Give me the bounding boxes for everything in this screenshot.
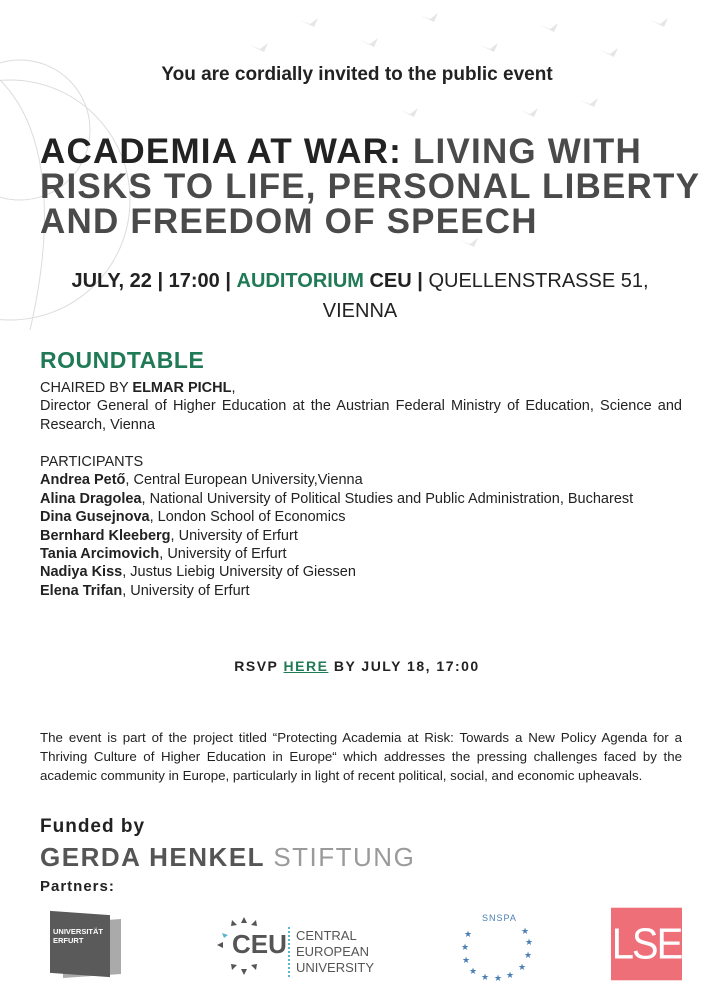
title-rest: LIVING WITH RISKS TO LIFE, PERSONAL LIBERTY AND FREEDOM OF SPEECH bbox=[40, 132, 700, 241]
chair-role: Director General of Higher Education at the Austrian Federal Ministry of Education, Science and Research, Vienna bbox=[40, 398, 682, 433]
erfurt-logo bbox=[47, 911, 125, 977]
participants-label: PARTICIPANTS bbox=[40, 454, 144, 470]
ceu-mark: CEU bbox=[232, 929, 287, 959]
participant-name: Elena Trifan bbox=[40, 582, 123, 599]
eu-stars-icon bbox=[460, 912, 538, 982]
participant-affiliation: , University of Erfurt bbox=[170, 527, 298, 544]
chair-block: CHAIRED BY ELMAR PICHL, Director General of Higher Education at the Austrian Federal Ministry of Education, Science and Research, Vienna bbox=[40, 380, 682, 433]
participant-item bbox=[40, 471, 682, 489]
erfurt-l2: ERFURT bbox=[53, 936, 84, 945]
participants-block bbox=[40, 453, 682, 600]
roundtable-heading: ROUNDTABLE bbox=[40, 347, 205, 373]
svg-text:★: ★ bbox=[505, 970, 515, 980]
address: QUELLENSTRASSE 51, VIENNA bbox=[322, 270, 649, 322]
snspa-logo bbox=[460, 912, 538, 982]
sep: | bbox=[225, 270, 231, 292]
svg-text:★: ★ bbox=[468, 966, 478, 976]
partners-label: Partners: bbox=[40, 878, 115, 895]
invitation-line: You are cordially invited to the public event bbox=[161, 64, 553, 85]
participant-affiliation: , National University of Political Studies and Public Administration, Bucharest bbox=[141, 490, 634, 507]
venue-ceu: CEU bbox=[369, 270, 412, 292]
svg-text:★: ★ bbox=[460, 942, 470, 952]
chaired-label: CHAIRED BY bbox=[40, 380, 133, 396]
funder-a: GERDA HENKEL bbox=[40, 842, 274, 872]
event-when-where bbox=[40, 266, 680, 326]
svg-text:★: ★ bbox=[523, 950, 533, 960]
gerda-henkel-logo bbox=[40, 842, 415, 873]
snspa-text: SNSPA bbox=[482, 913, 517, 923]
participant-name: Tania Arcimovich bbox=[40, 546, 160, 563]
rsvp-link[interactable]: HERE bbox=[283, 658, 329, 674]
rsvp-pre: RSVP bbox=[234, 658, 284, 674]
rsvp-line bbox=[0, 658, 714, 674]
funded-by-label: Funded by bbox=[40, 816, 146, 837]
participant-item bbox=[40, 508, 682, 526]
title-prefix: ACADEMIA AT WAR: bbox=[40, 132, 403, 171]
event-date: JULY, 22 bbox=[71, 270, 152, 292]
svg-text:★: ★ bbox=[493, 973, 503, 982]
ceu-l1: CENTRAL bbox=[296, 928, 357, 943]
participant-affiliation: , University of Erfurt bbox=[122, 582, 250, 599]
project-description: The event is part of the project titled “Protecting Academia at Risk: Towards a New Policy Agenda for a Thriving Culture of Higher Education in Europe“ which addresses the pressing challenges faced by the academic community in Europe, particularly in light of recent political, social, and economic upheavals. bbox=[40, 730, 682, 783]
participant-item bbox=[40, 582, 682, 600]
participant-name: Alina Dragolea bbox=[40, 490, 142, 507]
svg-text:★: ★ bbox=[520, 926, 530, 936]
svg-text:★: ★ bbox=[480, 972, 490, 982]
lse-logo: LSE bbox=[611, 908, 682, 981]
participant-name: Nadiya Kiss bbox=[40, 564, 123, 581]
participant-name: Andrea Pető bbox=[40, 472, 126, 489]
sep: | bbox=[157, 270, 164, 292]
svg-text:★: ★ bbox=[461, 955, 471, 965]
sep: | bbox=[417, 270, 423, 292]
event-time: 17:00 bbox=[168, 270, 220, 292]
rsvp-deadline: BY JULY 18, 17:00 bbox=[328, 658, 480, 674]
participant-affiliation: , Justus Liebig University of Giessen bbox=[122, 564, 356, 581]
participant-affiliation: , University of Erfurt bbox=[159, 546, 287, 563]
svg-text:★: ★ bbox=[517, 962, 527, 972]
participant-affiliation: , Central European University,Vienna bbox=[125, 472, 363, 489]
erfurt-l1: UNIVERSITÄT bbox=[53, 927, 104, 936]
funder-b: STIFTUNG bbox=[273, 842, 416, 872]
participant-item bbox=[40, 527, 682, 545]
participant-item bbox=[40, 545, 682, 563]
ceu-l2: EUROPEAN bbox=[296, 944, 369, 959]
participant-name: Dina Gusejnova bbox=[40, 509, 150, 526]
participant-item bbox=[40, 563, 682, 581]
participant-name: Bernhard Kleeberg bbox=[40, 527, 171, 544]
ceu-logo bbox=[214, 913, 384, 979]
event-title bbox=[40, 134, 700, 239]
ceu-l3: UNIVERSITY bbox=[296, 960, 375, 975]
chair-name: ELMAR PICHL bbox=[132, 380, 232, 396]
venue: AUDITORIUM bbox=[236, 270, 364, 292]
participant-affiliation: , London School of Economics bbox=[149, 509, 346, 526]
participant-item bbox=[40, 490, 682, 508]
svg-text:★: ★ bbox=[524, 937, 534, 947]
svg-text:★: ★ bbox=[463, 929, 473, 939]
